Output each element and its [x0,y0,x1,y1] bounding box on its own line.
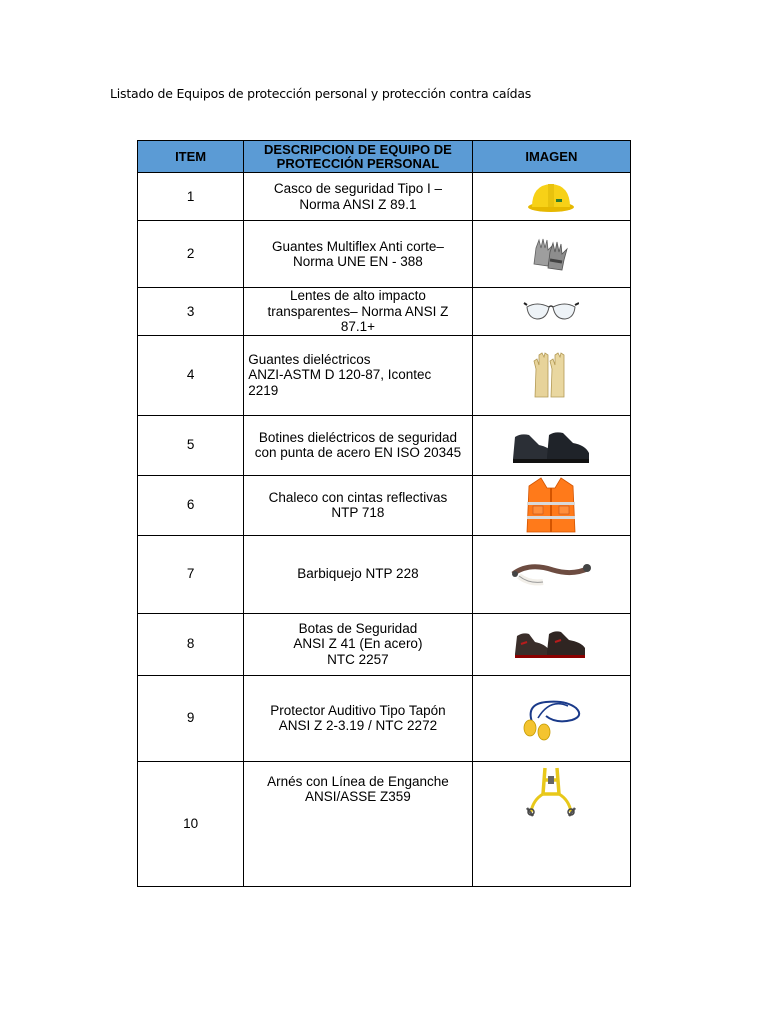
table-row [138,221,631,288]
table-row [138,535,631,613]
item-image-cell [472,475,630,535]
table-row [138,761,631,886]
item-image-cell [472,173,630,221]
item-number: 9 [138,675,244,761]
item-number: 1 [138,173,244,221]
item-description: Botas de Seguridad ANSI Z 41 (En acero) NTC 2257 [244,613,472,675]
table-row [138,335,631,415]
header-item: ITEM [138,141,244,173]
table-row [138,475,631,535]
item-number: 4 [138,335,244,415]
item-image-cell [472,613,630,675]
table-row [138,415,631,475]
item-description: Arnés con Línea de Enganche ANSI/ASSE Z359 [244,761,472,886]
item-number: 5 [138,415,244,475]
item-image-cell [472,221,630,288]
item-image-cell [472,675,630,761]
item-number: 7 [138,535,244,613]
table-row [138,288,631,336]
dielectric-gloves-icon [531,349,571,401]
item-number: 10 [138,761,244,886]
header-image: IMAGEN [472,141,630,173]
reflective-vest-icon [521,476,581,534]
header-description: DESCRIPCION DE EQUIPO DE PROTECCIÓN PERSONAL [244,141,472,173]
document-title: Listado de Equipos de protección personal y protección contra caídas [110,86,532,101]
item-image-cell [472,761,630,886]
item-description: Lentes de alto impacto transparentes– Norma ANSI Z 87.1+ [244,288,472,336]
item-description: Chaleco con cintas reflectivas NTP 718 [244,475,472,535]
item-image-cell [472,288,630,336]
safety-boots-icon [513,624,589,664]
item-description: Botines dieléctricos de seguridad con punta de acero EN ISO 20345 [244,415,472,475]
item-number: 2 [138,221,244,288]
item-image-cell [472,415,630,475]
item-description: Guantes Multiflex Anti corte– Norma UNE EN - 388 [244,221,472,288]
cut-resistant-gloves-icon [526,234,576,274]
ear-plugs-icon [516,694,586,742]
safety-helmet-icon [526,177,576,217]
harness-lanyard-icon [523,764,579,818]
chin-strap-icon [509,556,593,592]
item-description: Barbiquejo NTP 228 [244,535,472,613]
dielectric-boots-icon [509,423,593,467]
table-row [138,675,631,761]
ppe-table [137,140,631,887]
item-image-cell [472,335,630,415]
item-image-cell [472,535,630,613]
safety-glasses-icon [523,295,579,327]
item-number: 8 [138,613,244,675]
item-description: Casco de seguridad Tipo I – Norma ANSI Z 89.1 [244,173,472,221]
item-number: 3 [138,288,244,336]
table-header-row [138,141,631,173]
table-row [138,173,631,221]
item-description: Protector Auditivo Tipo Tapón ANSI Z 2-3.19 / NTC 2272 [244,675,472,761]
item-number: 6 [138,475,244,535]
item-description: Guantes dieléctricos ANZI-ASTM D 120-87, Icontec 2219 [244,335,472,415]
table-row [138,613,631,675]
